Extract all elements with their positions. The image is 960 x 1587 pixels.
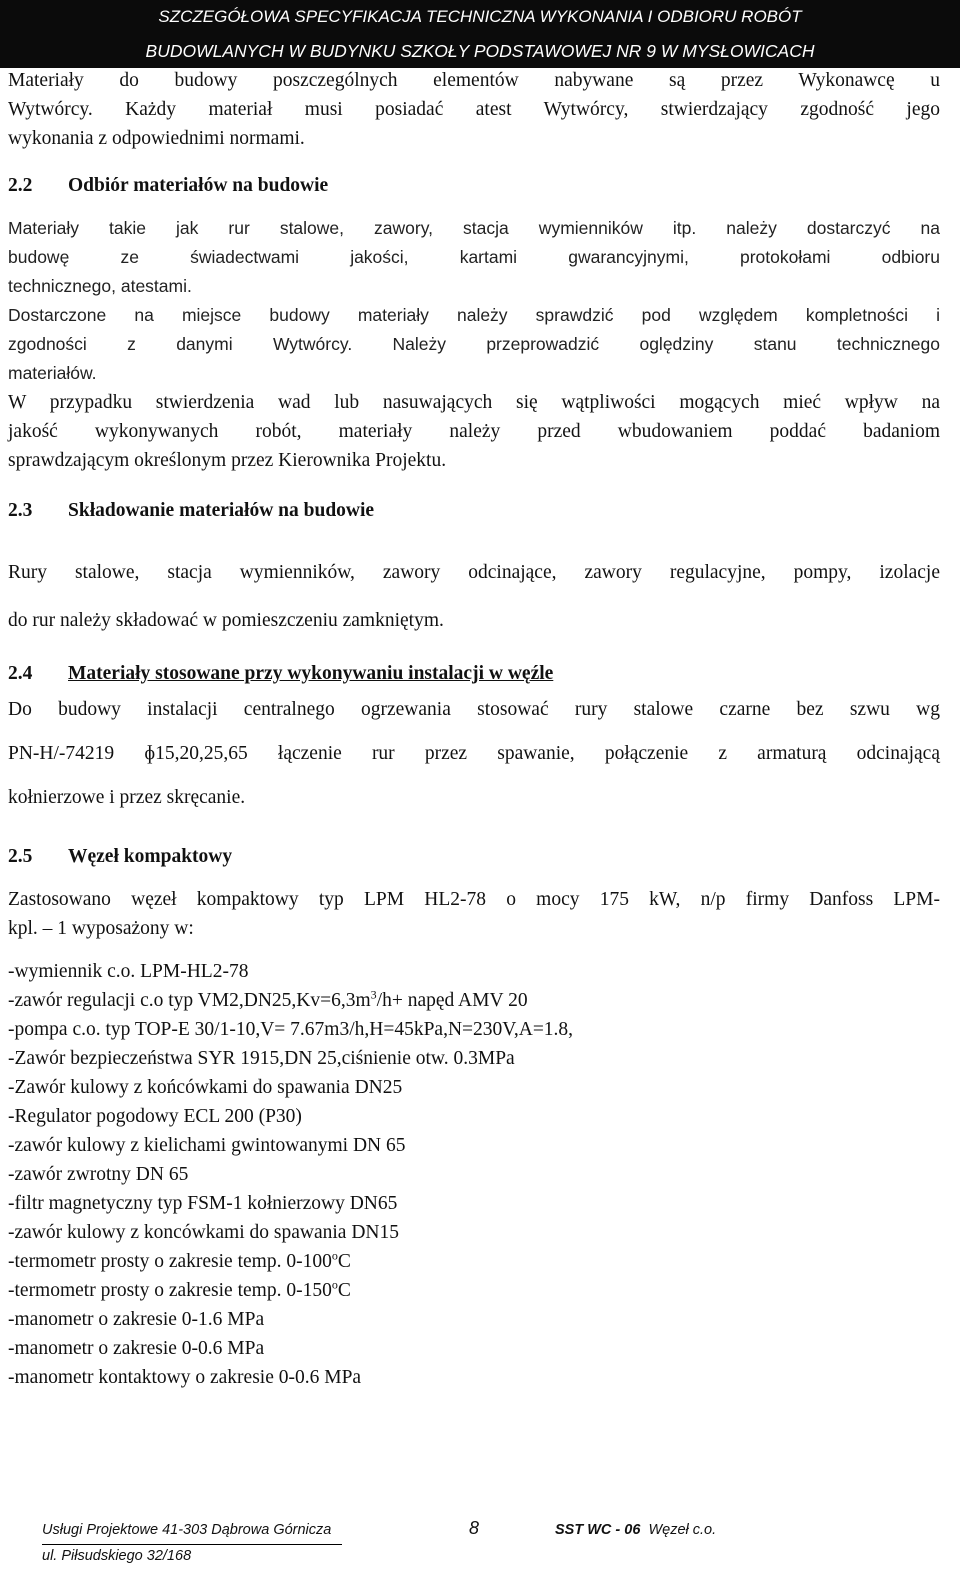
text-line: Do budowy instalacji centralnego ogrzewania stosować rury stalowe czarne bez szwu wg [8, 699, 940, 720]
section-number: 2.2 [8, 175, 33, 196]
list-item: -filtr magnetyczny typ FSM-1 kołnierzowy DN65 [8, 1193, 398, 1214]
page-number: 8 [469, 1518, 480, 1538]
list-item: -pompa c.o. typ TOP-E 30/1-10,V= 7.67m3/h,H=45kPa,N=230V,A=1.8, [8, 1019, 574, 1040]
text-line: wykonania z odpowiednimi normami. [8, 128, 305, 149]
text-line: jakość wykonywanych robót, materiały należy przed wbudowaniem poddać badaniom [8, 421, 940, 442]
list-item [8, 986, 940, 1015]
document-header [0, 0, 960, 68]
text-line: W przypadku stwierdzenia wad lub nasuwających się wątpliwości mogących mieć wpływ na [8, 392, 940, 413]
footer-address: ul. Piłsudskiego 32/168 [42, 1548, 192, 1564]
text-line: Zastosowano węzeł kompaktowy typ LPM HL2-78 o mocy 175 kW, n/p firmy Danfoss LPM- [8, 889, 940, 910]
section-heading-2-2 [8, 171, 940, 200]
list-item: -zawór zwrotny DN 65 [8, 1164, 189, 1185]
list-item: -Regulator pogodowy ECL 200 (P30) [8, 1106, 302, 1127]
footer-company: Usługi Projektowe 41-303 Dąbrowa Górnicza [42, 1522, 332, 1538]
item-text-tail: /h+ napęd AMV 20 [376, 990, 528, 1011]
text-line: budowę ze świadectwami jakości, kartami gwarancyjnymi, protokołami odbioru [8, 247, 940, 267]
text-line: Materiały do budowy poszczególnych elementów nabywane są przez Wykonawcę u [8, 70, 940, 91]
text-line: Dostarczone na miejsce budowy materiały należy sprawdzić pod względem kompletności i [8, 305, 940, 325]
intro-paragraph [8, 66, 940, 153]
text-line: Rury stalowe, stacja wymienników, zawory odcinające, zawory regulacyjne, pompy, izolacje [8, 562, 940, 583]
spec-code: SST WC - 06 [555, 1522, 641, 1538]
section-2-5-intro [8, 885, 940, 943]
document-footer [42, 1518, 922, 1564]
header-line-2: BUDOWLANYCH W BUDYNKU SZKOŁY PODSTAWOWEJ NR 9 W MYSŁOWICACH [145, 41, 815, 61]
spec-description: Węzeł c.o. [648, 1522, 717, 1538]
equipment-list [8, 957, 940, 1392]
list-item: -zawór kulowy z kielichami gwintowanymi DN 65 [8, 1135, 406, 1156]
text-line: Wytwórcy. Każdy materiał musi posiadać atest Wytwórcy, stwierdzający zgodność jego [8, 99, 940, 120]
item-unit: C [337, 1280, 351, 1301]
text-line: Materiały takie jak rur stalowe, zawory, stacja wymienników itp. należy dostarczyć na [8, 218, 940, 238]
section-title: Składowanie materiałów na budowie [68, 500, 375, 521]
text-line: materiałów. [8, 363, 97, 383]
section-heading-2-5 [8, 842, 940, 871]
section-heading-2-3 [8, 496, 940, 525]
section-2-2-body [8, 214, 940, 388]
footer-code [555, 1522, 716, 1538]
list-item: -manometr kontaktowy o zakresie 0-0.6 MPa [8, 1367, 362, 1388]
section-number: 2.5 [8, 846, 33, 867]
footer-row [42, 1518, 922, 1542]
list-item: -wymiennik c.o. LPM-HL2-78 [8, 961, 249, 982]
list-item: -manometr o zakresie 0-1.6 MPa [8, 1309, 265, 1330]
header-line-1: SZCZEGÓŁOWA SPECYFIKACJA TECHNICZNA WYKONANIA I ODBIORU ROBÓT [158, 7, 802, 26]
text-line: zgodności z danymi Wytwórcy. Należy przeprowadzić oględziny stanu technicznego [8, 334, 940, 354]
document-body [8, 66, 940, 1392]
text-line: kpl. – 1 wyposażony w: [8, 918, 194, 939]
text-line: technicznego, atestami. [8, 276, 192, 296]
item-unit: C [337, 1251, 351, 1272]
section-number: 2.4 [8, 663, 33, 684]
superscript: o [331, 1248, 338, 1263]
section-2-4-body [8, 692, 940, 816]
list-item: -manometr o zakresie 0-0.6 MPa [8, 1338, 265, 1359]
superscript: 3 [370, 987, 377, 1002]
list-item [8, 1276, 940, 1305]
list-item: -zawór kulowy z koncówkami do spawania DN15 [8, 1222, 399, 1243]
section-title: Węzeł kompaktowy [68, 846, 233, 867]
section-title: Materiały stosowane przy wykonywaniu instalacji w węźle [68, 663, 554, 684]
list-item: -Zawór kulowy z końcówkami do spawania DN25 [8, 1077, 403, 1098]
section-2-3-body [8, 549, 940, 645]
item-text: -termometr prosty o zakresie temp. 0-150 [8, 1280, 332, 1301]
text-line: kołnierzowe i przez skręcanie. [8, 787, 246, 808]
list-item [8, 1247, 940, 1276]
section-2-2-body-cont [8, 388, 940, 475]
item-text: -termometr prosty o zakresie temp. 0-100 [8, 1251, 332, 1272]
superscript: o [331, 1277, 338, 1292]
text-line: do rur należy składować w pomieszczeniu zamkniętym. [8, 610, 444, 631]
text-line: PN-H/-74219 ɸ15,20,25,65 łączenie rur przez spawanie, połączenie z armaturą odcinającą [8, 743, 940, 764]
list-item: -Zawór bezpieczeństwa SYR 1915,DN 25,ciśnienie otw. 0.3MPa [8, 1048, 515, 1069]
section-heading-2-4 [8, 659, 940, 688]
footer-divider [42, 1544, 342, 1545]
section-title: Odbiór materiałów na budowie [68, 175, 329, 196]
section-number: 2.3 [8, 500, 33, 521]
item-text: -zawór regulacji c.o typ VM2,DN25,Kv=6,3m [8, 990, 371, 1011]
text-line: sprawdzającym określonym przez Kierownika Projektu. [8, 450, 447, 471]
